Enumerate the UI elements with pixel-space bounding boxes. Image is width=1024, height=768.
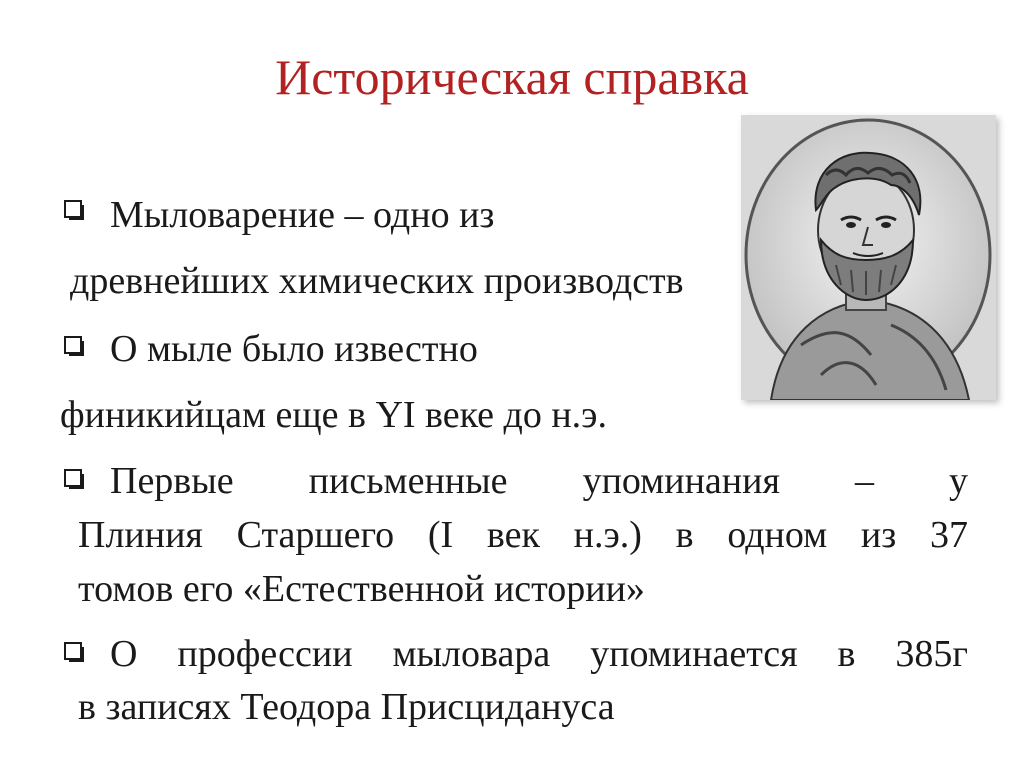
bullet-1-line-2: древнейших химических производств — [70, 260, 684, 302]
slide-title: Историческая справка — [275, 49, 749, 105]
bullet-4-line-2: в записях Теодора Присцидануса — [78, 686, 615, 728]
bullet-3-line-1-text: Первые письменные упоминания – у — [110, 460, 968, 502]
bullet-3-line-2 — [78, 516, 968, 554]
bullet-2-line-1: О мыле было известно — [110, 328, 478, 370]
bearded-man-portrait-icon — [741, 115, 996, 400]
bullet-3-line-1 — [110, 462, 968, 500]
bullet-3-line-3: томов его «Естественной истории» — [78, 568, 645, 610]
checkbox-bullet-icon — [63, 641, 85, 663]
checkbox-bullet-icon — [63, 468, 85, 490]
portrait-image — [741, 115, 996, 400]
bullet-3-line-2-text: Плиния Старшего (I век н.э.) в одном из 37 — [78, 514, 968, 556]
bullet-2-line-2: финикийцам еще в YI веке до н.э. — [60, 394, 607, 436]
checkbox-bullet-icon — [63, 335, 85, 357]
bullet-1-line-1: Мыловарение – одно из — [110, 194, 495, 236]
bullet-4-line-1-text: О профессии мыловара упоминается в 385г — [110, 633, 968, 675]
bullet-4-line-1 — [110, 635, 968, 673]
checkbox-bullet-icon — [63, 199, 85, 221]
